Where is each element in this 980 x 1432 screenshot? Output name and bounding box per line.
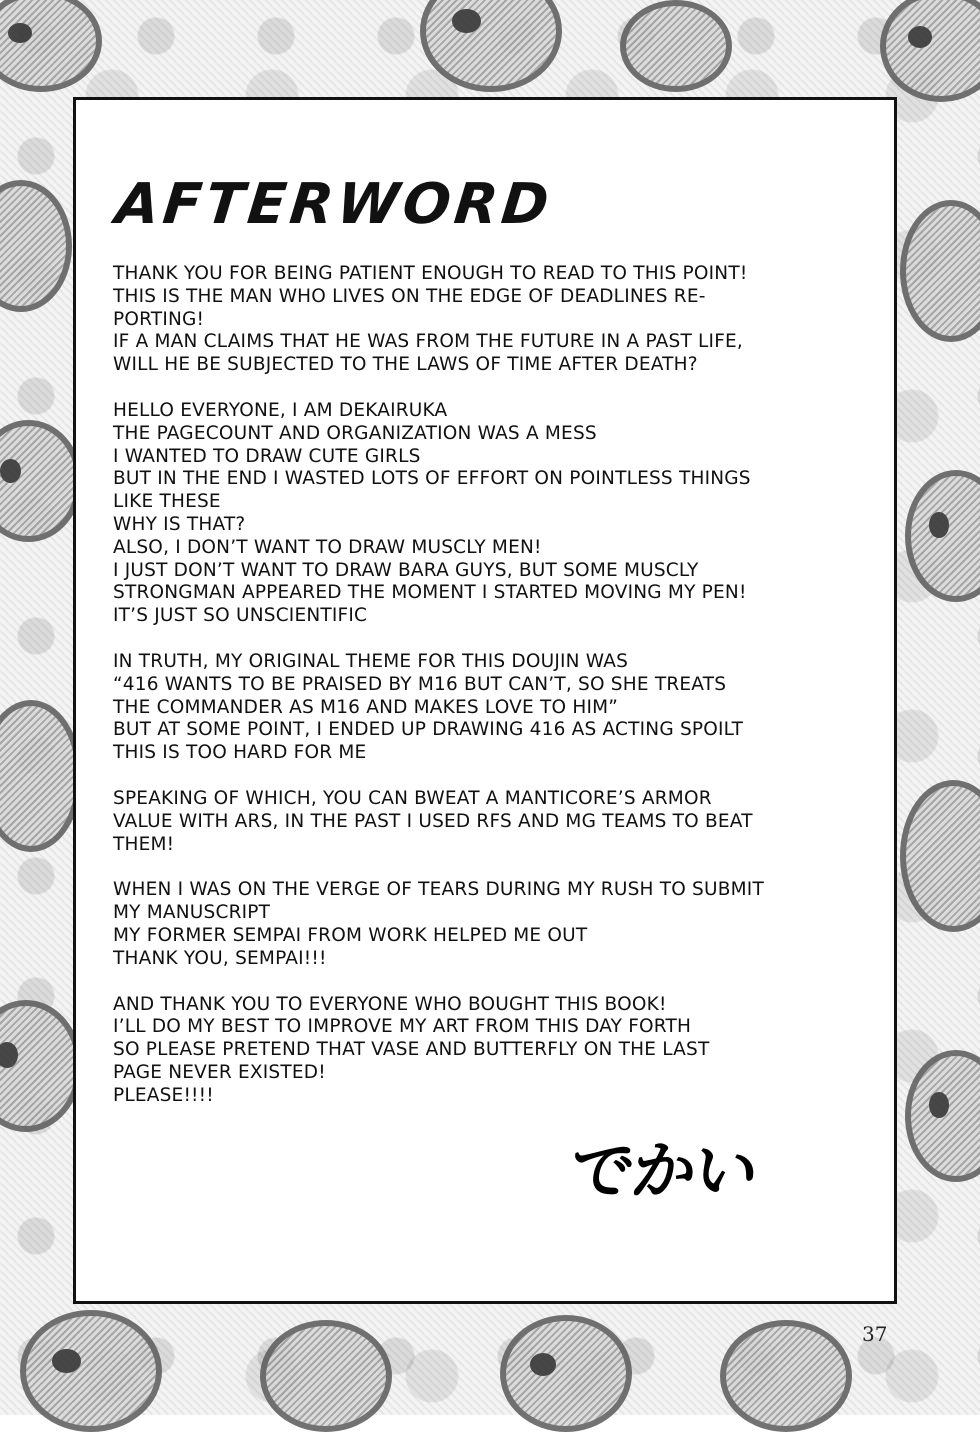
text-line: WILL HE BE SUBJECTED TO THE LAWS OF TIME AFTER DEATH?	[113, 354, 698, 376]
text-line: PORTING!	[113, 308, 205, 330]
text-line: MY MANUSCRIPT	[113, 902, 271, 924]
paragraph	[113, 994, 883, 1108]
text-line: THIS IS THE MAN WHO LIVES ON THE EDGE OF DEADLINES RE-	[113, 285, 706, 307]
bear-doodle	[905, 470, 980, 602]
text-line: LIKE THESE	[113, 491, 221, 513]
afterword-panel	[73, 97, 897, 1304]
text-line: BUT AT SOME POINT, I ENDED UP DRAWING 416 AS ACTING SPOILT	[113, 719, 744, 741]
bear-doodle	[0, 180, 72, 312]
bear-doodle	[720, 1320, 852, 1432]
text-line: ALSO, I DON’T WANT TO DRAW MUSCLY MEN!	[113, 536, 542, 558]
text-line: THEM!	[113, 833, 175, 855]
paragraph	[113, 788, 883, 856]
text-line: PLEASE!!!!	[113, 1084, 214, 1106]
paragraph	[113, 400, 883, 628]
text-line: I’LL DO MY BEST TO IMPROVE MY ART FROM THIS DAY FORTH	[113, 1016, 692, 1038]
paragraph	[113, 263, 883, 377]
text-line: VALUE WITH ARS, IN THE PAST I USED RFS AND MG TEAMS TO BEAT	[113, 810, 753, 832]
bear-doodle	[20, 1310, 162, 1432]
afterword-body	[113, 263, 883, 1131]
bear-doodle	[260, 1320, 392, 1432]
bear-doodle	[420, 0, 562, 92]
bear-doodle	[0, 420, 82, 542]
bear-doodle	[880, 0, 980, 102]
text-line: THE COMMANDER AS M16 AND MAKES LOVE TO HIM”	[113, 696, 619, 718]
text-line: AND THANK YOU TO EVERYONE WHO BOUGHT THIS BOOK!	[113, 993, 667, 1015]
bear-doodle	[500, 1315, 632, 1432]
text-line: MY FORMER SEMPAI FROM WORK HELPED ME OUT	[113, 924, 588, 946]
text-line: THIS IS TOO HARD FOR ME	[113, 742, 367, 764]
bear-doodle	[0, 700, 82, 852]
author-signature: でかい	[564, 1135, 762, 1209]
text-line: STRONGMAN APPEARED THE MOMENT I STARTED MOVING MY PEN!	[113, 582, 747, 604]
text-line: IT’S JUST SO UNSCIENTIFIC	[113, 605, 368, 627]
text-line: PAGE NEVER EXISTED!	[113, 1061, 326, 1083]
bear-doodle	[905, 1050, 980, 1182]
bear-doodle	[0, 0, 102, 92]
bear-doodle	[900, 200, 980, 342]
text-line: “416 WANTS TO BE PRAISED BY M16 BUT CAN’T, SO SHE TREATS	[113, 673, 727, 695]
bear-doodle	[900, 780, 980, 932]
paragraph	[113, 651, 883, 765]
text-line: SO PLEASE PRETEND THAT VASE AND BUTTERFLY ON THE LAST	[113, 1039, 710, 1061]
text-line: SPEAKING OF WHICH, YOU CAN BWEAT A MANTICORE’S ARMOR	[113, 787, 712, 809]
text-line: THE PAGECOUNT AND ORGANIZATION WAS A MESS	[113, 422, 597, 444]
text-line: I JUST DON’T WANT TO DRAW BARA GUYS, BUT SOME MUSCLY	[113, 559, 699, 581]
bear-doodle	[0, 1000, 82, 1132]
text-line: I WANTED TO DRAW CUTE GIRLS	[113, 445, 421, 467]
page-title: AFTERWORD	[112, 172, 556, 237]
text-line: WHEN I WAS ON THE VERGE OF TEARS DURING MY RUSH TO SUBMIT	[113, 879, 764, 901]
paragraph	[113, 879, 883, 970]
page-number: 37	[862, 1322, 888, 1346]
text-line: HELLO EVERYONE, I AM DEKAIRUKA	[113, 399, 448, 421]
text-line: BUT IN THE END I WASTED LOTS OF EFFORT ON POINTLESS THINGS	[113, 468, 751, 490]
text-line: THANK YOU FOR BEING PATIENT ENOUGH TO READ TO THIS POINT!	[113, 263, 748, 284]
text-line: THANK YOU, SEMPAI!!!	[113, 947, 327, 969]
text-line: IN TRUTH, MY ORIGINAL THEME FOR THIS DOUJIN WAS	[113, 650, 629, 672]
text-line: WHY IS THAT?	[113, 513, 246, 535]
text-line: IF A MAN CLAIMS THAT HE WAS FROM THE FUTURE IN A PAST LIFE,	[113, 331, 744, 353]
bear-doodle	[620, 0, 732, 92]
